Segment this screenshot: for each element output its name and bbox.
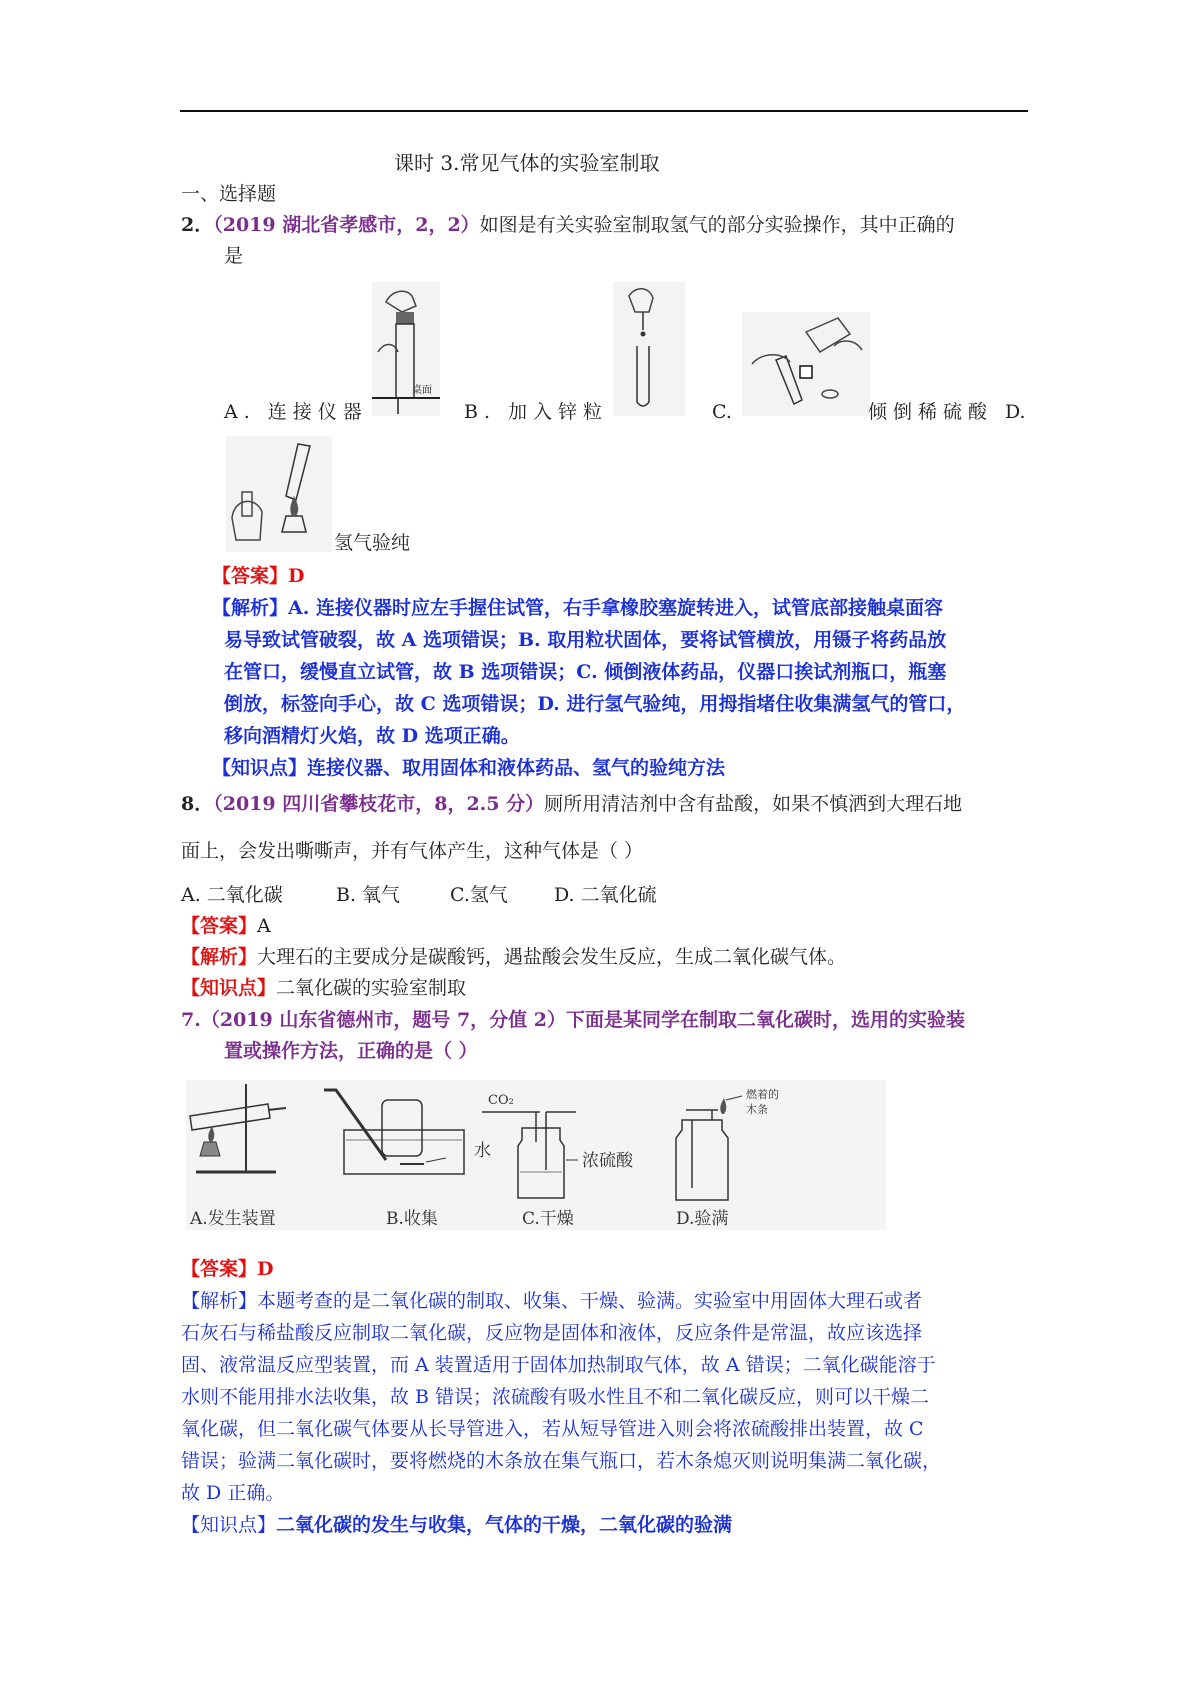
- q2-option-c-letter: C.: [712, 401, 732, 423]
- q7-analysis-line-4: 水则不能用排水法收集，故 B 错误；浓硫酸有吸水性且不和二氧化碳反应，则可以干燥二: [181, 1386, 930, 1408]
- q8-stem: [181, 791, 962, 817]
- q8-kp-text: 二氧化碳的实验室制取: [276, 977, 467, 999]
- q2-analysis-line-3: 在管口，缓慢直立试管，故 B 选项错误；C. 倾倒液体药品，仪器口挨试剂瓶口，瓶塞: [224, 661, 947, 683]
- q8-option-a: A. 二氧化碳: [181, 884, 283, 906]
- q2-number: 2．: [181, 214, 214, 236]
- q7-knowledge-point: [181, 1512, 732, 1538]
- q8-knowledge-point: [181, 975, 466, 1001]
- q2-source: （2019 湖北省孝感市，2，2）: [213, 214, 480, 236]
- q2-answer: [212, 563, 305, 589]
- q2-figure-d: [226, 436, 332, 552]
- q8-source: （2019 四川省攀枝花市，8，2.5 分）: [213, 793, 545, 815]
- q2-analysis-tag: 【解析】: [212, 597, 289, 619]
- q8-analysis-text: 大理石的主要成分是碳酸钙，遇盐酸会发生反应，生成二氧化碳气体。: [257, 946, 847, 968]
- q7-stem: [181, 1007, 965, 1033]
- q8-answer-value: A: [257, 915, 271, 937]
- q8-answer: [181, 913, 271, 939]
- q2-analysis-line-2: 易导致试管破裂，故 A 选项错误；B. 取用粒状固体，要将试管横放，用镊子将药品放: [224, 629, 947, 651]
- q7-kp-tag: 【知识点】: [181, 1514, 277, 1536]
- q8-option-b: B. 氧气: [336, 884, 401, 906]
- q2-analysis-line-1: [212, 595, 943, 621]
- q8-number: 8．: [181, 793, 214, 815]
- fig-caption-c: C.干燥: [522, 1209, 574, 1229]
- q2-figure-b: [613, 282, 685, 416]
- q7-kp-text: 二氧化碳的发生与收集，气体的干燥，二氧化碳的验满: [276, 1514, 733, 1536]
- q8-analysis-tag: 【解析】: [181, 946, 258, 968]
- fig-stick-label-1: 燃着的: [746, 1088, 779, 1101]
- section-heading: 一、选择题: [181, 183, 277, 205]
- q2-analysis-text-1: A. 连接仪器时应左手握住试管，右手拿橡胶塞旋转进入，试管底部接触桌面容: [288, 597, 943, 619]
- fig-co2-label: CO₂: [488, 1093, 514, 1108]
- q7-apparatus-figure: [186, 1080, 886, 1230]
- q7-analysis-line-2: 石灰石与稀盐酸反应制取二氧化碳，反应物是固体和液体，反应条件是常温，故应该选择: [181, 1322, 923, 1344]
- q2-analysis-line-5: 移向酒精灯火焰，故 D 选项正确。: [224, 725, 520, 747]
- q7-analysis-line-6: 错误；验满二氧化碳时，要将燃烧的木条放在集气瓶口，若木条熄灭则说明集满二氧化碳，: [181, 1450, 942, 1472]
- q2-stem-text: 如图是有关实验室制取氢气的部分实验操作，其中正确的: [479, 214, 955, 236]
- q2-kp-text: 连接仪器、取用固体和液体药品、氢气的验纯方法: [307, 757, 726, 779]
- q2-answer-tag: 【答案】: [212, 565, 289, 587]
- fig-caption-b: B.收集: [386, 1209, 438, 1229]
- q7-analysis-line-7: 故 D 正确。: [181, 1482, 285, 1504]
- q2-option-d-text: 氢气验纯: [334, 532, 411, 554]
- q8-kp-tag: 【知识点】: [181, 977, 277, 999]
- header-rule: [180, 110, 1028, 112]
- q2-kp-tag: 【知识点】: [212, 757, 308, 779]
- q2-figure-c: [742, 312, 870, 416]
- q2-option-a: A. 连接仪器: [224, 401, 368, 423]
- q7-analysis-line-1: [181, 1288, 922, 1314]
- q7-analysis-tag: 【解析】: [181, 1290, 258, 1312]
- q7-stem-text: （2019 山东省德州市，题号 7，分值 2）下面是某同学在制取二氧化碳时，选用的实验装: [200, 1009, 966, 1031]
- q8-option-c: C.氢气: [450, 884, 508, 906]
- q2-fig-a-label: 桌面: [412, 385, 432, 396]
- q2-analysis-line-4: 倒放，标签向手心，故 C 选项错误；D. 进行氢气验纯，用拇指堵住收集满氢气的管口，: [224, 693, 966, 715]
- lesson-title: 课时 3.常见气体的实验室制取: [394, 151, 660, 175]
- q7-stem-cont: 置或操作方法，正确的是（ ）: [224, 1040, 478, 1062]
- q7-answer-tag: 【答案】: [181, 1258, 258, 1280]
- q2-option-d-letter: D.: [1005, 401, 1026, 423]
- q2-knowledge-point: [212, 755, 725, 781]
- q7-analysis-line-5: 氧化碳，但二氧化碳气体要从长导管进入，若从短导管进入则会将浓硫酸排出装置，故 C: [181, 1418, 924, 1440]
- fig-water-label: 水: [474, 1141, 491, 1161]
- q8-analysis: [181, 944, 846, 970]
- q2-stem: [181, 212, 955, 238]
- q7-analysis-line-3: 固、液常温反应型装置，而 A 装置适用于固体加热制取气体，故 A 错误；二氧化碳能溶于: [181, 1354, 936, 1376]
- q2-stem-cont: 是: [224, 245, 244, 267]
- q7-analysis-text-1: 本题考查的是二氧化碳的制取、收集、干燥、验满。实验室中用固体大理石或者: [257, 1290, 923, 1312]
- q8-stem-cont: 面上，会发出嘶嘶声，并有气体产生，这种气体是（ ）: [181, 840, 644, 862]
- q8-option-d: D. 二氧化硫: [554, 884, 657, 906]
- fig-acid-label: 浓硫酸: [582, 1151, 633, 1171]
- q7-answer: [181, 1256, 274, 1282]
- fig-caption-d: D.验满: [676, 1209, 729, 1229]
- fig-caption-a: A.发生装置: [190, 1209, 276, 1229]
- q7-number: 7.: [181, 1009, 201, 1031]
- q8-answer-tag: 【答案】: [181, 915, 258, 937]
- q2-option-b: B. 加入锌粒: [464, 401, 609, 423]
- q8-stem-text: 厕所用清洁剂中含有盐酸，如果不慎洒到大理石地: [544, 793, 963, 815]
- fig-stick-label-2: 木条: [746, 1103, 768, 1116]
- q7-answer-value: D: [257, 1258, 274, 1280]
- q2-answer-value: D: [288, 565, 305, 587]
- q2-option-c-text: 倾倒稀硫酸: [868, 401, 994, 423]
